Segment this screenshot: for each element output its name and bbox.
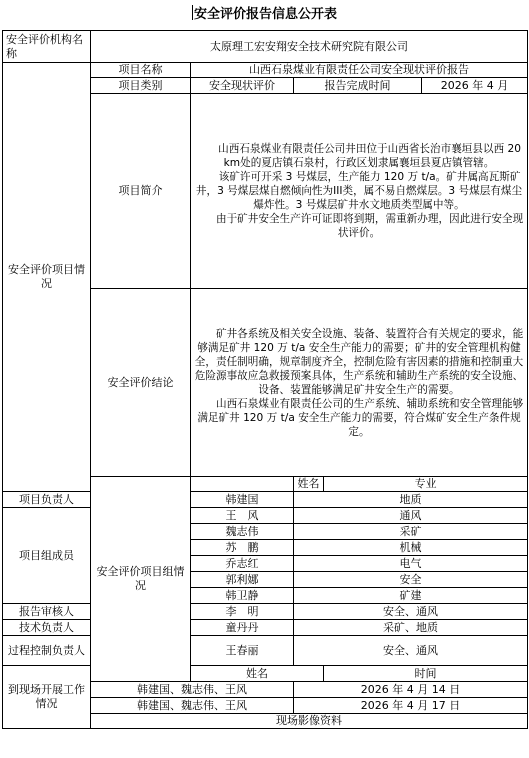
site-section-label: 到现场开展工作情况 (3, 666, 91, 729)
team-leader-row (3, 492, 528, 508)
project-type-label: 项目类别 (91, 78, 191, 94)
tech-lead-name: 童丹丹 (191, 620, 294, 636)
leader-major: 地质 (294, 492, 528, 508)
intro-paragraph: 该矿许可开采 3 号煤层，生产能力 120 万 t/a。矿井属高瓦斯矿井，3 号煤层煤自燃倾向性为III类，属不易自燃煤层。3 号煤层有煤尘爆炸性。3 号煤层矿井水文地质类型属中等。 (195, 171, 523, 211)
site-header-row (3, 666, 528, 682)
tech-lead-row (3, 620, 528, 636)
member-major: 电气 (294, 556, 528, 572)
project-name-row (3, 63, 528, 78)
project-name-label: 项目名称 (91, 63, 191, 78)
member-name: 王 风 (191, 508, 294, 524)
project-type-value: 安全现状评价 (191, 78, 294, 94)
site-name-header: 姓名 (191, 666, 324, 682)
site-names: 韩建国、魏志伟、王风 (91, 682, 294, 698)
conclusion-label: 安全评价结论 (91, 289, 191, 477)
team-section-label: 安全评价项目组情况 (91, 477, 191, 682)
team-name-header: 姓名 (294, 477, 324, 492)
report-date-value: 2026 年 4 月 (422, 78, 528, 94)
reviewer-name: 李 明 (191, 604, 294, 620)
intro-paragraph: 山西石泉煤业有限责任公司井田位于山西省长治市襄垣县以西 20 km处的夏店镇石泉村，行政区划隶属襄垣县夏店镇管辖。 (218, 143, 522, 169)
team-role-header (191, 477, 294, 492)
tech-lead-role: 技术负责人 (3, 620, 91, 636)
member-major: 矿建 (294, 588, 528, 604)
conclusion-paragraph: 矿井各系统及相关安全设施、装备、装置符合有关规定的要求，能够满足矿井 120 万 t/a 安全生产能力的需要；矿井的安全管理机构健全，责任制明确，规章制度齐全，控制危险有害因素的措施和控制重大危险源事故应急救援预案具体，生产系统和辅助生产系统的安全设施、设备、装置能够满足矿井安全生产的需要。 (194, 327, 524, 396)
member-major: 安全 (294, 572, 528, 588)
intro-paragraph: 由于矿井安全生产许可证即将到期，需重新办理，因此进行安全现状评价。 (215, 213, 524, 239)
process-ctrl-role: 过程控制负责人 (3, 636, 91, 666)
member-name: 乔志红 (191, 556, 294, 572)
project-name-value: 山西石泉煤业有限责任公司安全现状评价报告 (191, 63, 528, 78)
leader-name: 韩建国 (191, 492, 294, 508)
org-label: 安全评价机构名称 (3, 31, 91, 63)
process-ctrl-row (3, 636, 528, 666)
member-name: 魏志伟 (191, 524, 294, 540)
member-name: 郭利娜 (191, 572, 294, 588)
text-cursor (192, 5, 193, 20)
leader-role: 项目负责人 (3, 492, 91, 508)
org-row (3, 31, 528, 63)
site-time: 2026 年 4 月 14 日 (294, 682, 528, 698)
page-title-text: 安全评价报告信息公开表 (193, 7, 337, 22)
project-intro-label: 项目简介 (91, 94, 191, 289)
team-member-row (3, 508, 528, 524)
member-name: 韩卫静 (191, 588, 294, 604)
reviewer-role: 报告审核人 (3, 604, 91, 620)
info-table (2, 30, 528, 729)
members-role: 项目组成员 (3, 508, 91, 604)
reviewer-row (3, 604, 528, 620)
conclusion-text (191, 289, 528, 477)
org-value: 太原理工宏安翔安全技术研究院有限公司 (91, 31, 528, 63)
conclusion-paragraph: 山西石泉煤业有限责任公司的生产系统、辅助系统和安全管理能够满足矿井 120 万 t/a 安全生产能力的需要，符合煤矿安全生产条件规定。 (197, 397, 524, 438)
site-time: 2026 年 4 月 17 日 (294, 698, 528, 714)
site-names: 韩建国、魏志伟、王风 (91, 698, 294, 714)
project-intro-text (191, 94, 528, 289)
site-photos-label: 现场影像资料 (91, 714, 528, 729)
tech-lead-major: 采矿、地质 (294, 620, 528, 636)
site-time-header: 时间 (324, 666, 528, 682)
page-title (0, 0, 529, 30)
report-date-label: 报告完成时间 (294, 78, 422, 94)
member-major: 通风 (294, 508, 528, 524)
member-major: 机械 (294, 540, 528, 556)
reviewer-major: 安全、通风 (294, 604, 528, 620)
member-major: 采矿 (294, 524, 528, 540)
process-ctrl-major: 安全、通风 (294, 636, 528, 666)
member-name: 苏 鹏 (191, 540, 294, 556)
process-ctrl-name: 王春丽 (191, 636, 294, 666)
team-major-header: 专业 (324, 477, 528, 492)
project-section-label: 安全评价项目情况 (3, 63, 91, 492)
